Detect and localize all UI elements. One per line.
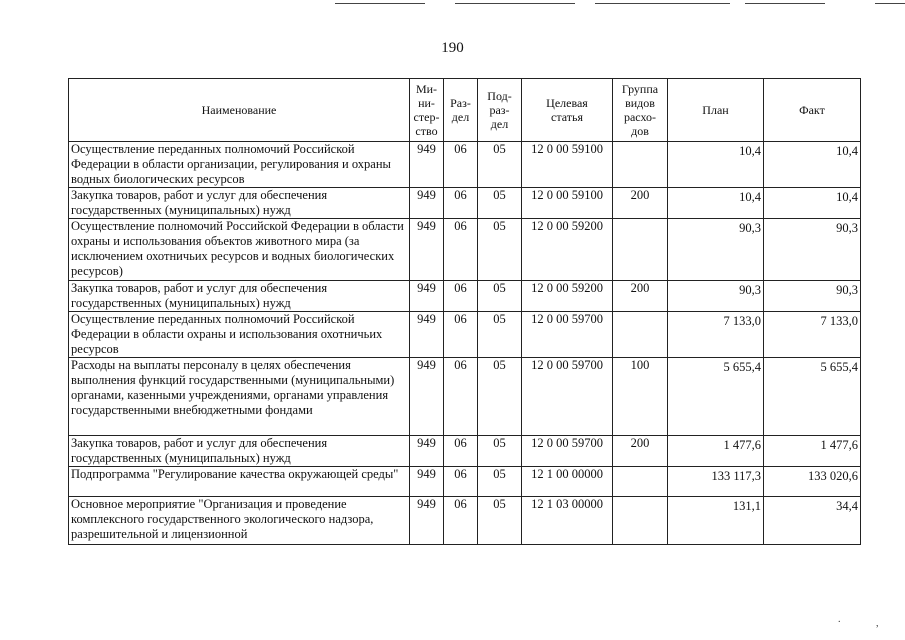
row-ministry: 949 [410,281,444,312]
row-target-article: 12 0 00 59100 [522,188,613,219]
row-subsection: 05 [478,281,522,312]
table-row [69,281,861,312]
row-ministry: 949 [410,467,444,497]
table-row [69,219,861,281]
table-header-row [69,79,861,142]
row-expense-group: 100 [613,358,668,436]
scan-top-rule [595,3,730,4]
row-plan-value: 90,3 [739,283,761,297]
row-plan-value: 10,4 [739,190,761,204]
row-name: Осуществление переданных полномочий Российской Федерации в области организации, регулирования и охраны водных биологических ресурсов [69,142,410,188]
row-ministry: 949 [410,188,444,219]
row-section: 06 [444,188,478,219]
row-subsection: 05 [478,188,522,219]
row-plan-value: 5 655,4 [723,360,761,374]
budget-table [68,78,861,545]
row-name: Закупка товаров, работ и услуг для обеспечения государственных (муниципальных) нужд [69,436,410,467]
row-target-article: 12 0 00 59200 [522,219,613,281]
row-plan [668,219,764,281]
row-plan [668,281,764,312]
row-name: Закупка товаров, работ и услуг для обеспечения государственных (муниципальных) нужд [69,188,410,219]
row-ministry: 949 [410,312,444,358]
row-name: Закупка товаров, работ и услуг для обеспечения государственных (муниципальных) нужд [69,281,410,312]
row-plan [668,436,764,467]
table-row [69,142,861,188]
row-plan [668,358,764,436]
row-target-article: 12 1 03 00000 [522,497,613,545]
header-target-article: Целевая статья [522,79,613,142]
table-row [69,467,861,497]
row-fact-value: 7 133,0 [820,314,858,328]
row-subsection: 05 [478,358,522,436]
row-subsection: 05 [478,142,522,188]
row-target-article: 12 0 00 59700 [522,358,613,436]
table-row [69,497,861,545]
row-fact-value: 1 477,6 [820,438,858,452]
row-fact-value: 5 655,4 [820,360,858,374]
row-expense-group: 200 [613,281,668,312]
header-ministry: Ми- ни- стер- ство [410,79,444,142]
row-expense-group [613,467,668,497]
row-fact [764,436,861,467]
header-name: Наименование [69,79,410,142]
row-fact-value: 90,3 [836,283,858,297]
row-subsection: 05 [478,312,522,358]
row-expense-group [613,497,668,545]
row-plan-value: 10,4 [739,144,761,158]
row-name: Расходы на выплаты персоналу в целях обеспечения выполнения функций государственными (муниципальными) органами, казенными учреждениями, органами управления государственными внебюджетными фондами [69,358,410,436]
row-fact-value: 34,4 [836,499,858,513]
row-section: 06 [444,497,478,545]
table-row [69,358,861,436]
row-ministry: 949 [410,358,444,436]
row-fact [764,142,861,188]
row-plan [668,312,764,358]
row-plan [668,188,764,219]
row-name: Осуществление полномочий Российской Федерации в области охраны и использования объектов животного мира (за исключением охотничьих ресурсов и водных биологических ресурсов) [69,219,410,281]
table-row [69,436,861,467]
scan-mark: , [876,618,879,629]
header-subsection: Под- раз- дел [478,79,522,142]
row-ministry: 949 [410,219,444,281]
row-section: 06 [444,281,478,312]
row-subsection: 05 [478,436,522,467]
row-target-article: 12 0 00 59700 [522,312,613,358]
scan-top-rule [455,3,575,4]
header-plan: План [668,79,764,142]
row-fact [764,467,861,497]
row-subsection: 05 [478,467,522,497]
row-plan [668,497,764,545]
row-plan [668,142,764,188]
row-fact [764,312,861,358]
row-fact [764,188,861,219]
row-ministry: 949 [410,436,444,467]
row-section: 06 [444,358,478,436]
page-number: 190 [441,40,464,56]
header-fact: Факт [764,79,861,142]
row-target-article: 12 0 00 59700 [522,436,613,467]
row-fact-value: 10,4 [836,190,858,204]
row-expense-group: 200 [613,188,668,219]
row-name: Основное мероприятие "Организация и проведение комплексного государственного экологического надзора, разрешительной и лицензионной [69,497,410,545]
row-target-article: 12 0 00 59200 [522,281,613,312]
row-plan-value: 7 133,0 [723,314,761,328]
row-section: 06 [444,436,478,467]
table-row [69,312,861,358]
row-subsection: 05 [478,219,522,281]
header-section: Раз- дел [444,79,478,142]
row-fact-value: 133 020,6 [808,469,858,483]
scan-mark: . [838,614,841,625]
row-fact [764,281,861,312]
row-expense-group [613,219,668,281]
table-row [69,188,861,219]
scan-top-rule [335,3,425,4]
row-name: Осуществление переданных полномочий Российской Федерации в области охраны и использования охотничьих ресурсов [69,312,410,358]
row-plan [668,467,764,497]
row-target-article: 12 0 00 59100 [522,142,613,188]
row-name: Подпрограмма "Регулирование качества окружающей среды" [69,467,410,497]
row-fact-value: 10,4 [836,144,858,158]
row-target-article: 12 1 00 00000 [522,467,613,497]
header-expense-group: Группа видов расхо- дов [613,79,668,142]
row-ministry: 949 [410,497,444,545]
row-subsection: 05 [478,497,522,545]
row-ministry: 949 [410,142,444,188]
row-plan-value: 1 477,6 [723,438,761,452]
row-section: 06 [444,142,478,188]
row-plan-value: 131,1 [732,499,761,513]
row-section: 06 [444,312,478,358]
scan-top-rule [745,3,825,4]
row-fact-value: 90,3 [836,221,858,235]
row-expense-group [613,312,668,358]
row-expense-group: 200 [613,436,668,467]
row-plan-value: 133 117,3 [711,469,761,483]
row-section: 06 [444,467,478,497]
scan-top-rule [875,3,905,4]
row-section: 06 [444,219,478,281]
row-expense-group [613,142,668,188]
row-fact [764,358,861,436]
row-fact [764,219,861,281]
row-fact [764,497,861,545]
row-plan-value: 90,3 [739,221,761,235]
